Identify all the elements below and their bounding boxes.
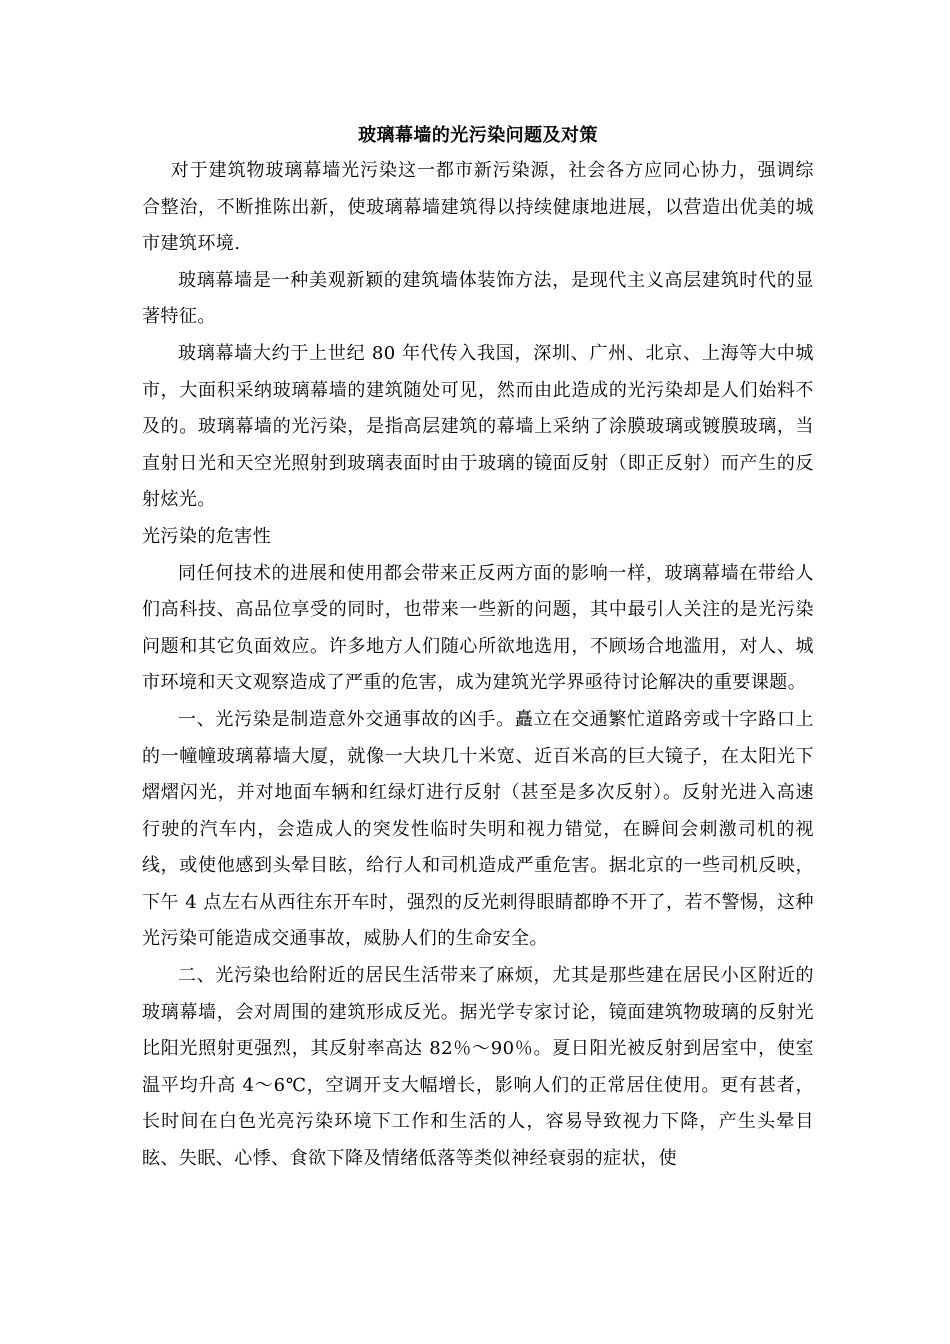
document-title: 玻璃幕墙的光污染问题及对策 [358,125,598,146]
paragraph-intro: 对于建筑物玻璃幕墙光污染这一都市新污染源，社会各方应同心协力，强调综合整治，不断推陈出新，使玻璃幕墙建筑得以持续健康地进展，以营造出优美的城市建筑环境. [142,160,814,255]
document-body [142,121,814,1178]
paragraph-overview: 同任何技术的进展和使用都会带来正反两方面的影响一样，玻璃幕墙在带给人们高科技、高品位享受的同时，也带来一些新的问题，其中最引人关注的是光污染问题和其它负面效应。许多地方人们随心所欲地选用，不顾场合地滥用，对人、城市环境和天文观察造成了严重的危害，成为建筑光学界亟待讨论解决的重要课题。 [142,562,814,694]
paragraph-traffic-hazard: 一、光污染是制造意外交通事故的凶手。矗立在交通繁忙道路旁或十字路口上的一幢幢玻璃幕墙大厦，就像一大块几十米宽、近百米高的巨大镜子，在太阳光下熠熠闪光，并对地面车辆和红绿灯进行反射（甚至是多次反射）。反射光进入高速行驶的汽车内，会造成人的突发性临时失明和视力错觉，在瞬间会刺激司机的视线，或使他感到头晕目眩，给行人和司机造成严重危害。据北京的一些司机反映，下午 4 点左右从西往东开车时，强烈的反光刺得眼睛都睁不开了，若不警惕，这种光污染可能造成交通事故，威胁人们的生命安全。 [142,708,814,950]
section-heading: 光污染的危害性 [142,525,272,547]
paragraph-definition: 玻璃幕墙是一种美观新颖的建筑墙体装饰方法，是现代主义高层建筑时代的显著特征。 [142,269,814,328]
paragraph-resident-impact: 二、光污染也给附近的居民生活带来了麻烦，尤其是那些建在居民小区附近的玻璃幕墙，会对周围的建筑形成反光。据光学专家讨论，镜面建筑物玻璃的反射光比阳光照射更强烈，其反射率高达 82％～90％。夏日阳光被反射到居室中，使室温平均升高 4～6℃，空调开支大幅增长，影响人们的正常居住使用。更有甚者，长时间在白色光亮污染环境下工作和生活的人，容易导致视力下降，产生头晕目眩、失眠、心悸、食欲下降及情绪低落等类似神经衰弱的症状，使 [142,965,814,1170]
paragraph-history: 玻璃幕墙大约于上世纪 80 年代传入我国，深圳、广州、北京、上海等大中城市，大面积采纳玻璃幕墙的建筑随处可见，然而由此造成的光污染却是人们始料不及的。玻璃幕墙的光污染，是指高层建筑的幕墙上采纳了涂膜玻璃或镀膜玻璃，当直射日光和天空光照射到玻璃表面时由于玻璃的镜面反射（即正反射）而产生的反射炫光。 [142,342,814,511]
